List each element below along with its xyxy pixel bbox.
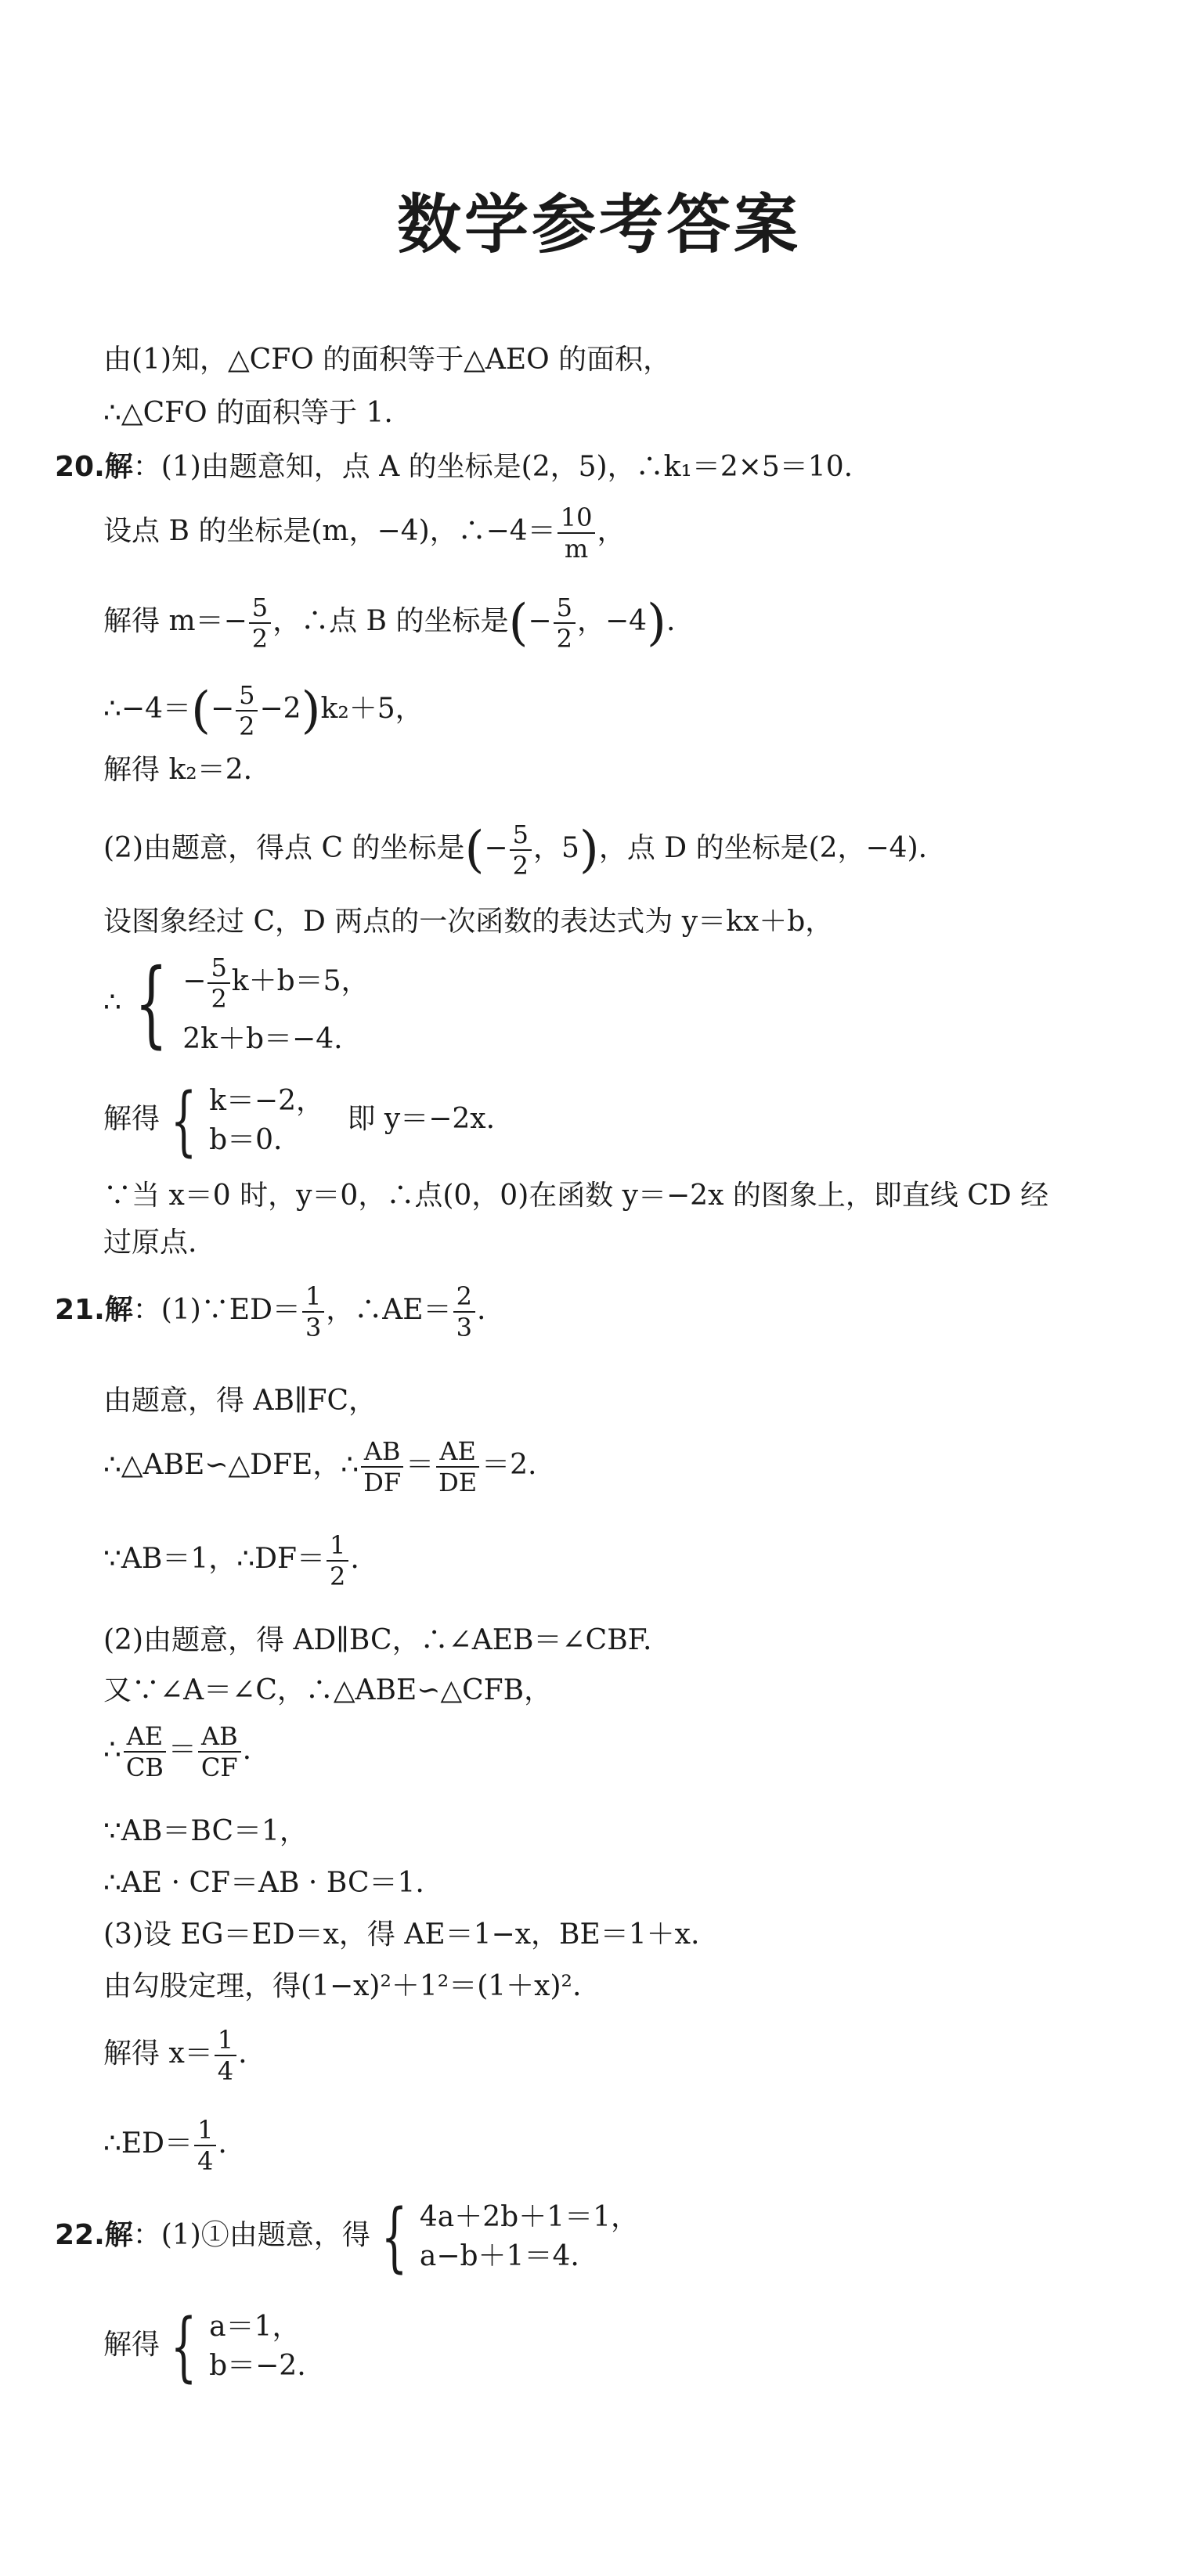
q21-text-7c: . <box>242 1734 252 1766</box>
fraction <box>558 503 596 564</box>
fraction <box>249 593 271 654</box>
q20-line-11: 过原点. <box>103 1227 197 1259</box>
q22-line-2 <box>103 2303 306 2390</box>
q21-text-7b: ＝ <box>168 1734 197 1766</box>
q21-line-13 <box>103 2117 227 2174</box>
numerator: 5 <box>510 822 532 851</box>
denominator: m <box>564 534 589 564</box>
fraction <box>510 820 532 881</box>
denominator: 4 <box>217 2056 234 2086</box>
q20-line-1 <box>55 452 853 481</box>
q21-text-1b: ，∴AE＝ <box>326 1294 452 1326</box>
q21-line-6: 又∵∠A＝∠C，∴△ABE∽△CFB， <box>103 1674 553 1706</box>
q20-line-6: (2)由题意，得点 C 的坐标是(− $\frac{5}{2}$ ，5)，点 D 的坐标是(2，−4). <box>103 820 928 881</box>
solve-label: 解得 <box>103 1103 161 1135</box>
numerator: AB <box>361 1439 404 1468</box>
q20-text-4a: ∴−4＝ <box>103 693 191 725</box>
denominator: CB <box>125 1753 164 1782</box>
q21-line-3 <box>103 1436 537 1497</box>
q20-text-4b: −2 <box>259 693 301 725</box>
denominator: DE <box>438 1468 478 1497</box>
q20-text-6c: ，点 D 的坐标是(2，−4). <box>598 832 928 864</box>
q22-solution-label: 解 <box>104 2218 133 2251</box>
numerator: 2 <box>453 1284 475 1313</box>
denominator: 2 <box>330 1562 346 1591</box>
q20-text-4c: k₂＋5， <box>320 693 424 725</box>
denominator: 2 <box>556 624 572 654</box>
q21-text-1a: ：(1)∵ED＝ <box>132 1294 301 1326</box>
q21-text-4b: . <box>350 1543 359 1575</box>
fraction <box>302 1281 324 1342</box>
denominator: CF <box>200 1753 238 1782</box>
numerator: 10 <box>558 505 596 534</box>
q21-line-9: ∴AE · CF＝AB · BC＝1. <box>103 1867 424 1899</box>
fraction <box>215 2027 236 2084</box>
q20-line-10: ∵当 x＝0 时，y＝0，∴点(0，0)在函数 y＝−2x 的图象上，即直线 CD 经 <box>103 1180 1049 1212</box>
q21-text-7a: ∴ <box>103 1734 121 1766</box>
system-row-1: 4a＋2b＋1＝1， <box>419 2201 640 2233</box>
system-row-2: 2k＋b＝−4. <box>182 1023 343 1055</box>
system-row-1a: − <box>182 965 207 997</box>
numerator: 1 <box>302 1284 324 1313</box>
denominator: 2 <box>251 624 269 654</box>
system-row-1 <box>182 953 370 1014</box>
q21-text-3c: ＝2. <box>482 1449 537 1481</box>
q20-solution-label: 解 <box>104 450 133 483</box>
numerator: AB <box>198 1724 241 1753</box>
equation-system: { 4a＋2b＋1＝1， a−b＋1＝4. <box>381 2193 640 2281</box>
denominator: 2 <box>211 984 227 1014</box>
equation-system: { − $\frac{5}{2}$ k＋b＝5， 2k＋b＝−4. <box>135 949 370 1058</box>
q21-text-12a: 解得 x＝ <box>103 2037 213 2070</box>
equation-system: { k＝−2， b＝0. <box>170 1077 324 1165</box>
q21-text-4a: ∵AB＝1，∴DF＝ <box>103 1543 326 1575</box>
fraction <box>194 2117 216 2174</box>
q21-text-3b: ＝ <box>406 1449 435 1481</box>
q21-line-5: (2)由题意，得 AD∥BC，∴∠AEB＝∠CBF. <box>103 1624 652 1656</box>
fraction <box>327 1530 348 1591</box>
q21-text-12b: . <box>238 2037 247 2070</box>
q21-text-3a: ∴△ABE∽△DFE，∴ <box>103 1449 359 1481</box>
q20-system-2 <box>103 1077 496 1165</box>
denominator: 3 <box>305 1313 322 1342</box>
fraction <box>435 1436 480 1497</box>
q20-system-1 <box>103 949 370 1058</box>
numerator: 1 <box>194 2117 216 2146</box>
system-row-1b: k＋b＝5， <box>231 965 370 997</box>
denominator: 3 <box>456 1313 472 1342</box>
fraction <box>554 593 576 654</box>
q22-number: 22. <box>55 2219 105 2251</box>
system-row-1: a＝1， <box>209 2311 301 2343</box>
system-row-1: k＝−2， <box>209 1085 324 1117</box>
q20-number: 20. <box>55 451 105 483</box>
q20-text-2: 设点 B 的坐标是(m，−4)，∴−4＝ <box>103 515 556 547</box>
q20-text-3b: ，∴点 B 的坐标是 <box>272 605 509 637</box>
numerator: 5 <box>236 683 258 712</box>
q20-line-4: ∴−4＝(− $\frac{5}{2}$ −2)k₂＋5， <box>103 680 424 741</box>
solve-label: 解得 <box>103 2329 161 2361</box>
q20-text-3c: ，−4 <box>576 605 648 637</box>
system-row-2: b＝−2. <box>209 2350 306 2382</box>
q20-line-2: 设点 B 的坐标是(m，−4)，∴−4＝ $\frac{10}{m}$ ， <box>103 503 626 564</box>
numerator: 5 <box>207 955 229 984</box>
q20-line-7: 设图象经过 C，D 两点的一次函数的表达式为 y＝kx＋b， <box>103 906 834 938</box>
intro-line-1: 由(1)知，△CFO 的面积等于△AEO 的面积， <box>103 344 672 376</box>
q20-line-5: 解得 k₂＝2. <box>103 754 253 786</box>
denominator: 4 <box>197 2146 214 2176</box>
system-row-2: a−b＋1＝4. <box>419 2240 579 2272</box>
q21-text-13a: ∴ED＝ <box>103 2127 193 2160</box>
q21-line-2: 由题意，得 AB∥FC， <box>103 1385 377 1417</box>
fraction <box>198 1721 241 1782</box>
q21-line-8: ∵AB＝BC＝1， <box>103 1815 308 1847</box>
q21-line-4 <box>103 1530 359 1591</box>
equation-system: { a＝1， b＝−2. <box>170 2303 306 2390</box>
q20-line-3: 解得 m＝− $\frac{5}{2}$ ，∴点 B 的坐标是(− $\frac{5}{2}$ ，−4). <box>103 593 676 654</box>
numerator: AE <box>124 1724 166 1753</box>
q22-text-1a: ：(1)①由题意，得 <box>132 2219 370 2251</box>
q20-text-9-suffix: 即 y＝−2x. <box>347 1103 496 1135</box>
denominator: DF <box>363 1468 402 1497</box>
q22-line-1 <box>55 2193 640 2281</box>
q21-solution-label: 解 <box>104 1293 133 1326</box>
numerator: 1 <box>215 2027 236 2056</box>
q21-text-1c: . <box>476 1294 486 1326</box>
fraction <box>123 1721 167 1782</box>
intro-line-2: ∴△CFO 的面积等于 1. <box>103 397 393 429</box>
q21-text-13b: . <box>218 2127 227 2160</box>
q21-line-12 <box>103 2027 247 2084</box>
system-row-2: b＝0. <box>209 1124 283 1156</box>
page-title: 数学参考答案 <box>396 188 801 262</box>
numerator: 5 <box>249 595 271 624</box>
q21-line-10: (3)设 EG＝ED＝x，得 AE＝1−x，BE＝1＋x. <box>103 1918 700 1951</box>
q21-number: 21. <box>55 1294 105 1326</box>
numerator: 5 <box>554 595 576 624</box>
fraction <box>453 1281 475 1342</box>
fraction <box>360 1436 404 1497</box>
q20-text-6a: (2)由题意，得点 C 的坐标是 <box>103 832 465 864</box>
numerator: AE <box>436 1439 478 1468</box>
therefore-symbol: ∴ <box>103 986 121 1018</box>
q20-text-3a: 解得 m＝− <box>103 605 247 637</box>
q21-line-1 <box>55 1281 486 1342</box>
q20-text-1: ：(1)由题意知，点 A 的坐标是(2，5)，∴k₁＝2×5＝10. <box>132 451 853 483</box>
fraction <box>236 680 258 741</box>
q20-text-6b: ，5 <box>532 832 579 864</box>
denominator: 2 <box>512 851 529 881</box>
q21-line-11: 由勾股定理，得(1−x)²＋1²＝(1＋x)². <box>103 1970 582 2002</box>
denominator: 2 <box>239 712 255 741</box>
q21-line-7 <box>103 1721 252 1782</box>
fraction <box>207 953 229 1014</box>
numerator: 1 <box>327 1533 348 1562</box>
